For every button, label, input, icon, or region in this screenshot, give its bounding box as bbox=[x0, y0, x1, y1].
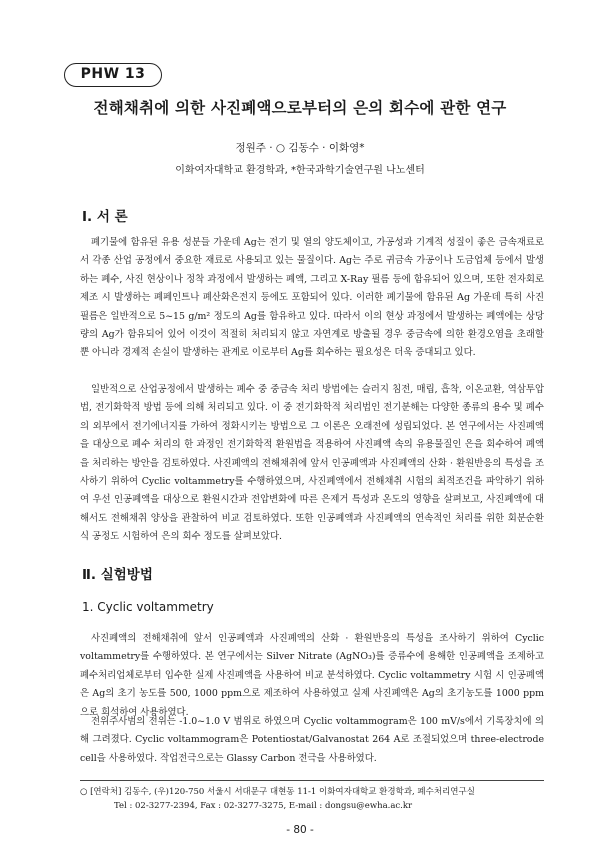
authors: 정원주 · ○ 김동수 · 이화영* bbox=[235, 142, 365, 154]
section-heading-intro: Ⅰ. 서 론 bbox=[82, 209, 128, 225]
contact-phone-email: Tel : 02-3277-2394, Fax : 02-3277-3275, E-mail : dongsu@ewha.ac.kr bbox=[114, 801, 413, 811]
affiliation: 이화여자대학교 환경학과, *한국과학기술연구원 나노센터 bbox=[175, 165, 425, 176]
contact-footnote bbox=[80, 785, 544, 813]
body-paragraph: 사진폐액의 전해채취에 앞서 인공폐액과 사진폐액의 산화 · 환원반응의 특성을 조사하기 위하여 Cyclic voltammetry를 수행하였다. 본 연구에서는 Silver Nitrate (AgNO₃)를 증류수에 용해한 인공폐액을 조제하고 폐수처리업체로부터 입수한 실제 사진폐액을 사용하여 비교 분석하였다. Cyclic voltammetry 시험 시 인공폐액은 Ag의 초기 농도를 500, 1000 ppm으로 제조하여 사용하였고 실제 사진폐액은 Ag의 초기농도를 1000 ppm으로 희석하여 사용하였다. bbox=[80, 633, 544, 718]
body-paragraph: 일반적으로 산업공정에서 발생하는 폐수 중 중금속 처리 방법에는 슬러지 침전, 매립, 흡착, 이온교환, 역삼투압법, 전기화학적 방법 등에 의해 처리되고 있다. 이 중 전기화학적 처리법인 전기분해는 다양한 종류의 용수 및 폐수의 외부에서 전기에너지를 가하여 정화시키는 방법으로 그 이론은 오래전에 성립되었다. 본 연구에서는 사진폐액을 대상으로 폐수 처리의 한 과정인 전기화학적 환원법을 적용하여 사진폐액 속의 유용물질인 은을 회수하여 폐액을 처리하는 방안을 검토하였다. 사진폐액의 전해채취에 앞서 인공폐액과 사진폐액의 산화 · 환원반응의 특성을 조사하기 위하여 Cyclic voltammetry를 수행하였으며, 사진폐액에서 전해채취 시험의 최적조건을 파악하기 위하여 우선 인공폐액을 대상으로 환원시간과 전압변화에 따른 은제거 특성과 온도의 영향을 살펴보고, 사진폐액에 대해서도 전해채취 양상을 관찰하여 비교 검토하였다. 또한 인공폐액과 사진폐액의 연속적인 처리를 위한 회분순환식 공정도 시험하여 은의 회수 정도를 살펴보았다. bbox=[80, 384, 544, 543]
session-badge: PHW 13 bbox=[64, 63, 162, 87]
subsection-heading-cv: 1. Cyclic voltammetry bbox=[82, 600, 214, 614]
contact-address: ○ [연락처] 김동수, (우)120-750 서울시 서대문구 대현동 11-1 이화여자대학교 환경학과, 폐수처리연구실 bbox=[80, 787, 475, 797]
page-number: - 80 - bbox=[286, 824, 314, 836]
footnote-divider bbox=[80, 780, 544, 781]
section-heading-methods: Ⅱ. 실험방법 bbox=[82, 567, 153, 583]
body-paragraph: 폐기물에 함유된 유용 성분들 가운데 Ag는 전기 및 열의 양도체이고, 가공성과 기계적 성질이 좋은 금속재료로서 각종 산업 공정에서 중요한 재료로 사용되고 있는 물질이다. Ag는 주로 귀금속 가공이나 도금업체 등에서 발생하는 폐수, 사진 현상이나 정착 과정에서 발생하는 폐액, 그리고 X-Ray 필름 등에 함유되어 있으며, 또한 전자회로 제조 시 발생하는 폐페인트나 폐산화은전지 등에도 포함되어 있다. 이러한 폐기물에 함유된 Ag 가운데 특히 사진필름은 일반적으로 5~15 g/m² 정도의 Ag를 함유하고 있다. 따라서 이의 현상 과정에서 발생하는 폐액에는 상당량의 Ag가 함유되어 있어 이것이 적절히 처리되지 않고 자연계로 방출될 경우 중금속에 의한 환경오염을 초래할 뿐 아니라 경제적 손실이 발생하는 관계로 이로부터 Ag를 회수하는 필요성은 더욱 증대되고 있다. bbox=[80, 237, 544, 359]
paper-title: 전해채취에 의한 사진폐액으로부터의 은의 회수에 관한 연구 bbox=[93, 99, 507, 117]
body-paragraph: 전위주사범의 전위는 -1.0~1.0 V 범위로 하였으며 Cyclic voltammogram은 100 mV/s에서 기록장치에 의해 그려졌다. Cyclic voltammogram은 Potentiostat/Galvanostat 264 A로 조절되었으며 three-electrode cell을 사용하였다. 작업전극으로는 Glassy Carbon 전극을 사용하였다. bbox=[80, 716, 544, 764]
